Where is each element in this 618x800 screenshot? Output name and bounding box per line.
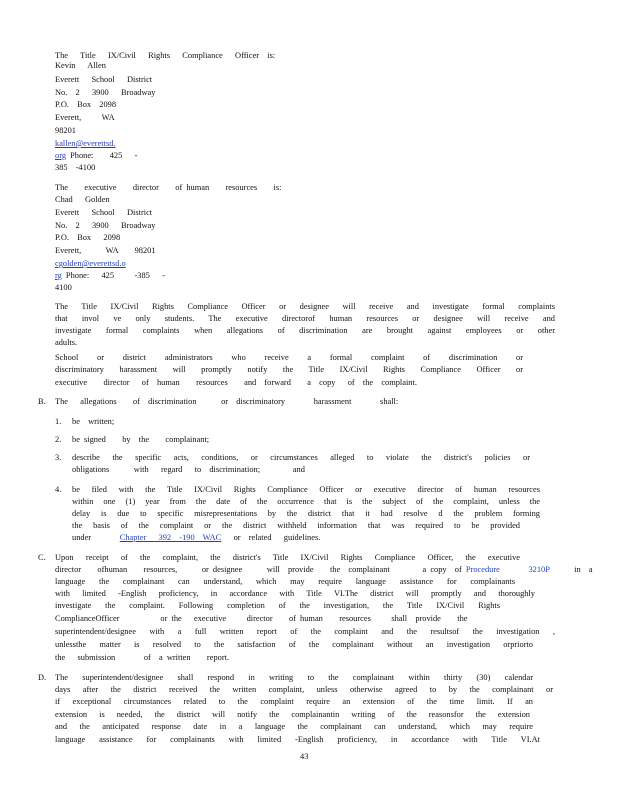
school-para-line: discriminatory harassment will promptly notify the Title IX/Civil Rights Compliance Officer or bbox=[55, 365, 523, 374]
hr-email-link-tail[interactable]: rg bbox=[55, 271, 62, 280]
section-d-line: days after the district received the written complaint, unless otherwise agreed to by the complainant or bbox=[55, 685, 553, 694]
hr-city: Everett, WA 98201 bbox=[55, 246, 156, 255]
section-b-marker: B. bbox=[38, 397, 46, 406]
hr-title-line: The executive director of human resources is: bbox=[55, 183, 282, 192]
section-c-line: Upon receipt of the complaint, the district's Title IX/Civil Rights Compliance Officer, the executive bbox=[55, 553, 520, 562]
under-prefix: under bbox=[72, 533, 92, 542]
section-d-line: The superintendent/designee shall respond in writing to the complainant within thirty (30) calendar bbox=[55, 673, 533, 682]
officer-city: Everett, WA bbox=[55, 113, 115, 122]
officer-name: Kevin Allen bbox=[55, 61, 106, 70]
page-number: 43 bbox=[300, 752, 309, 761]
section-c-line: with limited -English proficiency, in accordance with Title VI.The district will promptly and thoroughly bbox=[55, 589, 535, 598]
receive-para-line: investigate formal complaints when allegations of discrimination are brought against employees or other bbox=[55, 326, 555, 335]
item-text-under-line bbox=[72, 533, 320, 543]
section-c-line: superintendent/designee with a full written report of the complaint and the resultsof the investigation , bbox=[55, 627, 555, 636]
item-text: obligations with regard to discrimination; and bbox=[72, 465, 305, 474]
section-d-line: and the anticipated response date in a language the complainant can understand, which may require bbox=[55, 722, 533, 731]
item-text: delay is due to specific misrepresentations by the district that it had resolve d the problem forming bbox=[72, 509, 540, 518]
item-number: 2. bbox=[55, 435, 62, 444]
hr-name: Chad Golden bbox=[55, 195, 110, 204]
hr-phone-tail: 4100 bbox=[55, 283, 72, 292]
item-text: be signed by the complainant; bbox=[72, 435, 210, 444]
item-text: the basis of the complaint or the district withheld information that was required to be provided bbox=[72, 521, 520, 530]
wac-chapter-link[interactable]: Chapter 392 -190 WAC bbox=[119, 533, 222, 542]
officer-zip: 98201 bbox=[55, 126, 76, 135]
officer-pobox: P.O. Box 2098 bbox=[55, 100, 117, 109]
receive-para-line: adults. bbox=[55, 338, 78, 347]
section-d-line: language assistance for complainants with limited -English proficiency, in accordance with Title VI.At bbox=[55, 735, 540, 744]
section-d-line: if exceptional circumstances related to the complaint require an extension of the time limit. If an bbox=[55, 697, 533, 706]
section-c-marker: C. bbox=[38, 553, 46, 562]
item-text: be written; bbox=[72, 417, 115, 426]
officer-district: Everett School District bbox=[55, 75, 153, 84]
item-text: be filed with the Title IX/Civil Rights Compliance Officer or executive director of human resources bbox=[72, 485, 540, 494]
item-text: within one (1) year from the date of the occurrence that is the subject of the complaint, unless the bbox=[72, 497, 540, 506]
receive-para-line: that invol ve only students. The executive directorof human resources or designee will receive and bbox=[55, 314, 555, 323]
officer-email-link-tail[interactable]: org bbox=[55, 151, 67, 160]
receive-para-line: The Title IX/Civil Rights Compliance Officer or designee will receive and investigate formal complaints bbox=[55, 302, 555, 311]
hr-district: Everett School District bbox=[55, 208, 153, 217]
section-c-line: investigate the complaint. Following completion of the investigation, the Title IX/Civil Rights bbox=[55, 601, 500, 610]
item-number: 3. bbox=[55, 453, 62, 462]
item-number: 4. bbox=[55, 485, 62, 494]
section-b-intro: The allegations of discrimination or discriminatory harassment shall: bbox=[55, 397, 399, 406]
item-text: describe the specific acts, conditions, or circumstances alleged to violate the district's policies or bbox=[72, 453, 530, 462]
officer-phone: Phone: 425 - bbox=[66, 151, 138, 160]
hr-email-phone-line bbox=[55, 271, 165, 281]
section-d-marker: D. bbox=[38, 673, 47, 682]
school-para-line: executive director of human resources and forward a copy of the complaint. bbox=[55, 378, 417, 387]
hr-email-link[interactable]: cgolden@everettsd.o bbox=[55, 259, 126, 268]
hr-pobox: P.O. Box 2098 bbox=[55, 233, 121, 242]
under-suffix: or related guidelines. bbox=[233, 533, 321, 542]
officer-email-link[interactable]: kallen@everettsd. bbox=[55, 139, 116, 148]
section-c-line bbox=[55, 565, 593, 575]
section-c-line: ComplianceOfficer or the executive director of human resources shall provide the bbox=[55, 614, 468, 623]
section-c-line: unlessthe matter is resolved to the satisfaction of the complainant without an investigation orpriorto bbox=[55, 640, 533, 649]
hr-street: No. 2 3900 Broadway bbox=[55, 221, 156, 230]
section-c-line2-text: director ofhuman resources, or designee will provide the complainant a copy of bbox=[55, 565, 462, 574]
hr-phone: Phone: 425 -385 - bbox=[61, 271, 165, 280]
school-para-line: School or district administrators who receive a formal complaint of discrimination or bbox=[55, 353, 523, 362]
section-c-line: language the complainant can understand, which may require language assistance for complainants bbox=[55, 577, 515, 586]
section-c-line: the submission of a written report. bbox=[55, 653, 230, 662]
officer-street: No. 2 3900 Broadway bbox=[55, 88, 156, 97]
procedure-3210p-link[interactable]: Procedure 3210P bbox=[465, 565, 550, 574]
officer-phone-tail: 385 -4100 bbox=[55, 163, 96, 172]
section-c-line2-tail: in a bbox=[574, 565, 593, 574]
officer-title-line: The Title IX/Civil Rights Compliance Officer is: bbox=[55, 51, 276, 60]
section-d-line: extension is needed, the district will notify the complainantin writing of the reasonsfor the extension bbox=[55, 710, 530, 719]
officer-email-phone-line bbox=[55, 151, 137, 161]
item-number: 1. bbox=[55, 417, 62, 426]
